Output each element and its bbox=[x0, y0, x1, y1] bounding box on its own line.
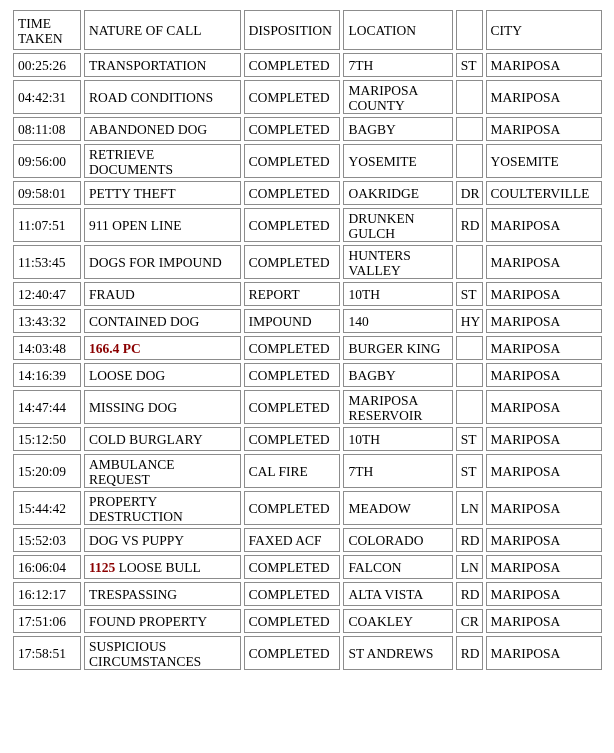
cell-nature bbox=[84, 582, 241, 606]
cell-disposition: COMPLETED bbox=[244, 363, 341, 387]
nature-text: FOUND PROPERTY bbox=[89, 614, 208, 629]
cell-time: 15:44:42 bbox=[13, 491, 81, 525]
table-row bbox=[13, 208, 602, 242]
cell-disposition: COMPLETED bbox=[244, 390, 341, 424]
cell-suffix bbox=[456, 390, 483, 424]
header-location: LOCATION bbox=[343, 10, 452, 50]
cell-time: 15:52:03 bbox=[13, 528, 81, 552]
table-row bbox=[13, 582, 602, 606]
cell-suffix bbox=[456, 117, 483, 141]
cell-location: ALTA VISTA bbox=[343, 582, 452, 606]
cell-time: 09:58:01 bbox=[13, 181, 81, 205]
table-row bbox=[13, 491, 602, 525]
cell-location: COAKLEY bbox=[343, 609, 452, 633]
cell-location: OAKRIDGE bbox=[343, 181, 452, 205]
cell-suffix: LN bbox=[456, 555, 483, 579]
cell-time: 17:51:06 bbox=[13, 609, 81, 633]
cell-location: ST ANDREWS bbox=[343, 636, 452, 670]
cell-time: 13:43:32 bbox=[13, 309, 81, 333]
cell-nature bbox=[84, 363, 241, 387]
cell-nature bbox=[84, 390, 241, 424]
cell-city: MARIPOSA bbox=[486, 609, 603, 633]
cell-location: MARIPOSA RESERVOIR bbox=[343, 390, 452, 424]
nature-text: LOOSE DOG bbox=[89, 368, 166, 383]
header-nature: NATURE OF CALL bbox=[84, 10, 241, 50]
nature-text: ABANDONED DOG bbox=[89, 122, 208, 137]
nature-text: DOGS FOR IMPOUND bbox=[89, 255, 222, 270]
cell-time: 11:53:45 bbox=[13, 245, 81, 279]
table-row bbox=[13, 636, 602, 670]
header-row bbox=[13, 10, 602, 50]
cell-nature bbox=[84, 309, 241, 333]
cell-city: YOSEMITE bbox=[486, 144, 603, 178]
cell-nature bbox=[84, 555, 241, 579]
cell-time: 16:12:17 bbox=[13, 582, 81, 606]
cell-suffix: DR bbox=[456, 181, 483, 205]
cell-city: MARIPOSA bbox=[486, 454, 603, 488]
cell-disposition: CAL FIRE bbox=[244, 454, 341, 488]
cell-disposition: REPORT bbox=[244, 282, 341, 306]
cell-disposition: COMPLETED bbox=[244, 80, 341, 114]
cell-nature bbox=[84, 454, 241, 488]
cell-disposition: COMPLETED bbox=[244, 491, 341, 525]
cell-disposition: IMPOUND bbox=[244, 309, 341, 333]
cell-time: 00:25:26 bbox=[13, 53, 81, 77]
cell-location: BAGBY bbox=[343, 363, 452, 387]
table-row bbox=[13, 80, 602, 114]
cell-suffix bbox=[456, 80, 483, 114]
cell-suffix: LN bbox=[456, 491, 483, 525]
cell-time: 08:11:08 bbox=[13, 117, 81, 141]
table-row bbox=[13, 390, 602, 424]
nature-text: 911 OPEN LINE bbox=[89, 218, 182, 233]
cell-time: 14:47:44 bbox=[13, 390, 81, 424]
cell-city: MARIPOSA bbox=[486, 80, 603, 114]
table-row bbox=[13, 363, 602, 387]
cell-time: 14:03:48 bbox=[13, 336, 81, 360]
cell-location: 7TH bbox=[343, 53, 452, 77]
cell-suffix: RD bbox=[456, 582, 483, 606]
cell-disposition: COMPLETED bbox=[244, 144, 341, 178]
cell-city: MARIPOSA bbox=[486, 245, 603, 279]
nature-text: ROAD CONDITIONS bbox=[89, 90, 214, 105]
nature-text: MISSING DOG bbox=[89, 400, 178, 415]
table-row bbox=[13, 454, 602, 488]
cell-nature bbox=[84, 491, 241, 525]
table-row bbox=[13, 282, 602, 306]
cell-time: 12:40:47 bbox=[13, 282, 81, 306]
cell-suffix: HY bbox=[456, 309, 483, 333]
cell-suffix bbox=[456, 363, 483, 387]
cell-disposition: COMPLETED bbox=[244, 53, 341, 77]
cell-city: MARIPOSA bbox=[486, 208, 603, 242]
cell-nature bbox=[84, 117, 241, 141]
cell-disposition: COMPLETED bbox=[244, 117, 341, 141]
cell-disposition: COMPLETED bbox=[244, 555, 341, 579]
table-row bbox=[13, 528, 602, 552]
cell-location: 10TH bbox=[343, 282, 452, 306]
cell-nature bbox=[84, 208, 241, 242]
table-row bbox=[13, 555, 602, 579]
cell-disposition: FAXED ACF bbox=[244, 528, 341, 552]
cell-city: MARIPOSA bbox=[486, 491, 603, 525]
cell-disposition: COMPLETED bbox=[244, 427, 341, 451]
table-row bbox=[13, 336, 602, 360]
cell-disposition: COMPLETED bbox=[244, 636, 341, 670]
cell-disposition: COMPLETED bbox=[244, 245, 341, 279]
nature-text: SUSPICIOUS CIRCUMSTANCES bbox=[89, 638, 202, 669]
cell-nature bbox=[84, 636, 241, 670]
cell-location: DRUNKEN GULCH bbox=[343, 208, 452, 242]
cell-location: FALCON bbox=[343, 555, 452, 579]
cell-suffix bbox=[456, 144, 483, 178]
cell-suffix: CR bbox=[456, 609, 483, 633]
cell-time: 09:56:00 bbox=[13, 144, 81, 178]
call-log-table bbox=[10, 7, 605, 673]
cell-suffix: RD bbox=[456, 528, 483, 552]
nature-text: CONTAINED DOG bbox=[89, 314, 200, 329]
cell-nature bbox=[84, 609, 241, 633]
nature-code-highlight: 1125 bbox=[89, 560, 116, 575]
cell-nature bbox=[84, 336, 241, 360]
nature-code-highlight: 166.4 PC bbox=[89, 341, 141, 356]
table-row bbox=[13, 144, 602, 178]
nature-text: COLD BURGLARY bbox=[89, 432, 203, 447]
cell-disposition: COMPLETED bbox=[244, 582, 341, 606]
cell-city: MARIPOSA bbox=[486, 53, 603, 77]
cell-city: MARIPOSA bbox=[486, 390, 603, 424]
nature-text: LOOSE BULL bbox=[118, 560, 201, 575]
cell-nature bbox=[84, 144, 241, 178]
cell-location: YOSEMITE bbox=[343, 144, 452, 178]
cell-location: 140 bbox=[343, 309, 452, 333]
cell-city: MARIPOSA bbox=[486, 282, 603, 306]
cell-city: COULTERVILLE bbox=[486, 181, 603, 205]
cell-city: MARIPOSA bbox=[486, 309, 603, 333]
cell-suffix: ST bbox=[456, 454, 483, 488]
cell-suffix bbox=[456, 245, 483, 279]
cell-nature bbox=[84, 181, 241, 205]
cell-time: 17:58:51 bbox=[13, 636, 81, 670]
table-row bbox=[13, 609, 602, 633]
cell-location: COLORADO bbox=[343, 528, 452, 552]
cell-suffix: ST bbox=[456, 427, 483, 451]
cell-disposition: COMPLETED bbox=[244, 609, 341, 633]
cell-location: BURGER KING bbox=[343, 336, 452, 360]
nature-text: RETRIEVE DOCUMENTS bbox=[89, 146, 174, 177]
cell-city: MARIPOSA bbox=[486, 117, 603, 141]
cell-time: 15:12:50 bbox=[13, 427, 81, 451]
cell-city: MARIPOSA bbox=[486, 336, 603, 360]
nature-text: TRANSPORTATION bbox=[89, 58, 207, 73]
table-row bbox=[13, 181, 602, 205]
cell-city: MARIPOSA bbox=[486, 363, 603, 387]
cell-disposition: COMPLETED bbox=[244, 336, 341, 360]
nature-text: PROPERTY DESTRUCTION bbox=[89, 493, 183, 524]
cell-suffix: RD bbox=[456, 636, 483, 670]
nature-text: PETTY THEFT bbox=[89, 186, 176, 201]
table-row bbox=[13, 117, 602, 141]
table-row bbox=[13, 427, 602, 451]
header-disposition: DISPOSITION bbox=[244, 10, 341, 50]
cell-suffix bbox=[456, 336, 483, 360]
cell-nature bbox=[84, 427, 241, 451]
nature-text: FRAUD bbox=[89, 287, 135, 302]
cell-nature bbox=[84, 528, 241, 552]
cell-city: MARIPOSA bbox=[486, 528, 603, 552]
nature-text: DOG VS PUPPY bbox=[89, 533, 185, 548]
call-log-body bbox=[13, 10, 602, 670]
table-row bbox=[13, 245, 602, 279]
cell-disposition: COMPLETED bbox=[244, 208, 341, 242]
cell-location: MARIPOSA COUNTY bbox=[343, 80, 452, 114]
cell-nature bbox=[84, 245, 241, 279]
cell-city: MARIPOSA bbox=[486, 636, 603, 670]
cell-suffix: ST bbox=[456, 53, 483, 77]
cell-time: 15:20:09 bbox=[13, 454, 81, 488]
cell-location: 10TH bbox=[343, 427, 452, 451]
cell-suffix: ST bbox=[456, 282, 483, 306]
cell-nature bbox=[84, 80, 241, 114]
nature-text: TRESPASSING bbox=[89, 587, 178, 602]
nature-text: AMBULANCE REQUEST bbox=[89, 456, 175, 487]
cell-disposition: COMPLETED bbox=[244, 181, 341, 205]
cell-city: MARIPOSA bbox=[486, 427, 603, 451]
cell-location: BAGBY bbox=[343, 117, 452, 141]
cell-city: MARIPOSA bbox=[486, 582, 603, 606]
cell-time: 04:42:31 bbox=[13, 80, 81, 114]
cell-nature bbox=[84, 282, 241, 306]
header-city: CITY bbox=[486, 10, 603, 50]
cell-city: MARIPOSA bbox=[486, 555, 603, 579]
header-time: TIME TAKEN bbox=[13, 10, 81, 50]
header-suffix bbox=[456, 10, 483, 50]
cell-suffix: RD bbox=[456, 208, 483, 242]
table-row bbox=[13, 309, 602, 333]
cell-time: 11:07:51 bbox=[13, 208, 81, 242]
cell-time: 16:06:04 bbox=[13, 555, 81, 579]
cell-location: 7TH bbox=[343, 454, 452, 488]
table-row bbox=[13, 53, 602, 77]
cell-nature bbox=[84, 53, 241, 77]
cell-location: HUNTERS VALLEY bbox=[343, 245, 452, 279]
cell-time: 14:16:39 bbox=[13, 363, 81, 387]
cell-location: MEADOW bbox=[343, 491, 452, 525]
